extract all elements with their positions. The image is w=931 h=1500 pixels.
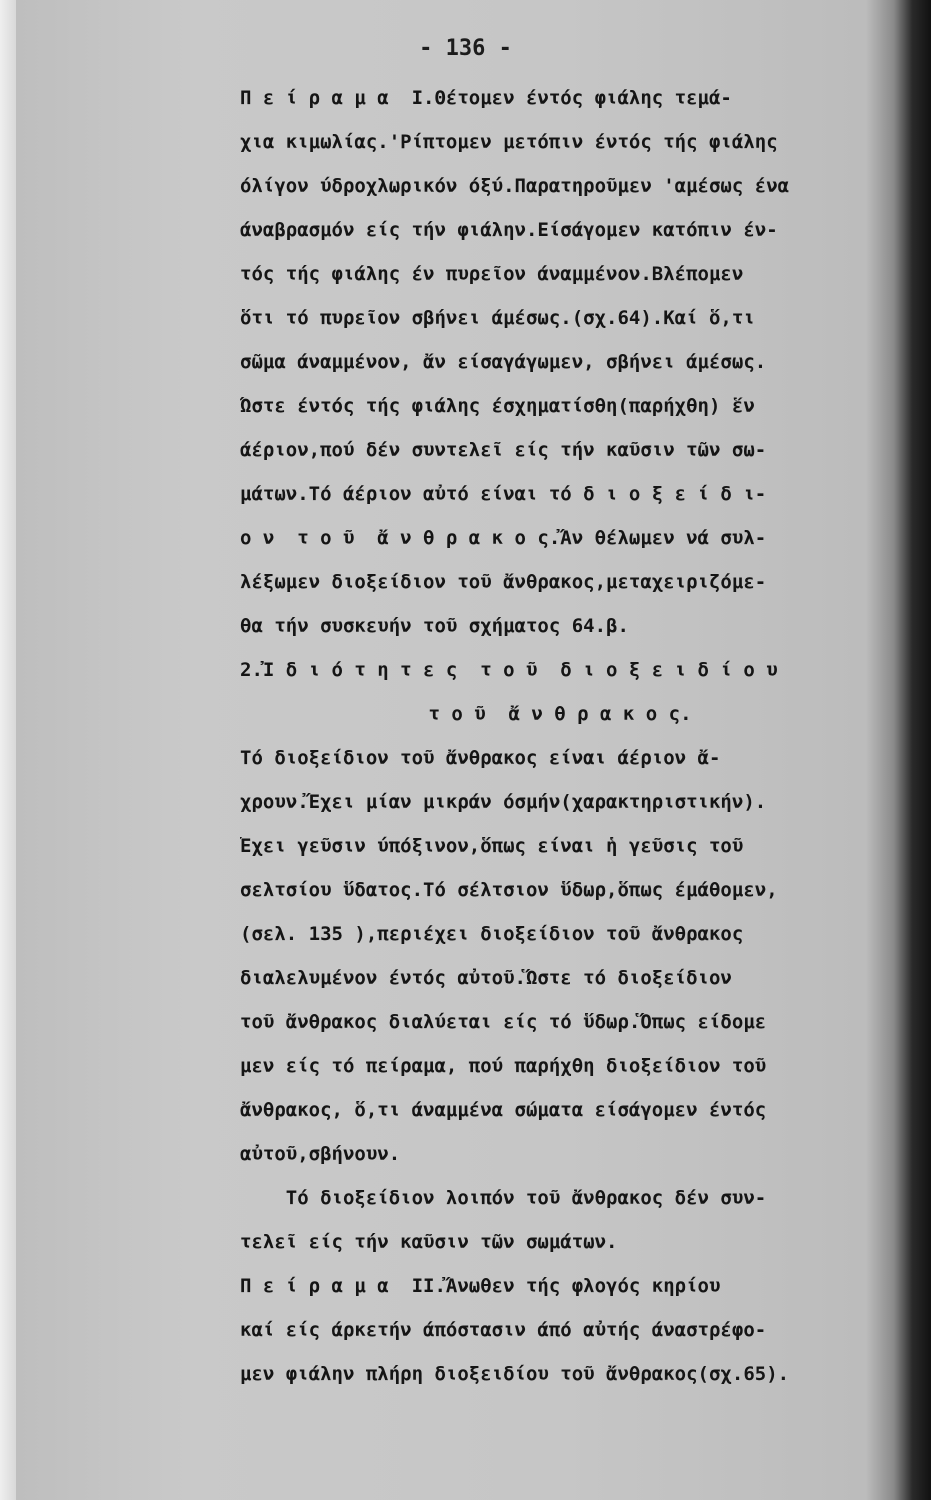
text-line: άέριον,πού δέν συντελεῖ είς τήν καῦσιν τῶν σω- (240, 439, 767, 461)
text-line: Ὥστε έντός τής φιάλης έσχηματίσθη(παρήχθη) ἕν (240, 395, 755, 417)
text-line: ἄνθρακος, ὅ,τι άναμμένα σώματα είσάγομεν έντός (240, 1099, 767, 1121)
text-line: όλίγον ύδροχλωρικόν όξύ.Παρατηροῦμεν 'αμέσως ένα (240, 175, 790, 197)
text-line: ο ν τ ο ῦ ἄ ν θ ρ α κ ο ς.Ἄν θέλωμεν νά συλ- (240, 527, 767, 549)
text-line: (σελ. 135 ),περιέχει διοξείδιον τοῦ ἄνθρακος (240, 923, 744, 945)
text-line: ὅτι τό πυρεῖον σβήνει άμέσως.(σχ.64).Καί ὅ,τι (240, 307, 755, 329)
text-line: θα τήν συσκευήν τοῦ σχήματος 64.β. (240, 615, 629, 637)
body-text (240, 76, 880, 1396)
text-line: Π ε ί ρ α μ α Ι.Θέτομεν έντός φιάλης τεμά- (240, 87, 732, 109)
section-heading: 2.Ἰ δ ι ό τ η τ ε ς τ ο ῦ δ ι ο ξ ε ι δ ί ο υ (240, 659, 778, 681)
text-line: Π ε ί ρ α μ α ΙΙ.Ἄνωθεν τής φλογός κηρίου (240, 1275, 721, 1297)
text-line: διαλελυμένον έντός αὐτοῦ.Ὥστε τό διοξείδιον (240, 967, 732, 989)
text-line: Τό διοξείδιον λοιπόν τοῦ ἄνθρακος δέν συν- (240, 1187, 767, 1209)
text-line: μεν είς τό πείραμα, πού παρήχθη διοξείδιον τοῦ (240, 1055, 767, 1077)
text-line: αὐτοῦ,σβήνουν. (240, 1143, 401, 1165)
text-line: χρουν.Ἔχει μίαν μικράν όσμήν(χαρακτηριστικήν). (240, 791, 767, 813)
text-line: χια κιμωλίας.'Ρίπτομεν μετόπιν έντός τής φιάλης (240, 131, 778, 153)
text-line: τός τής φιάλης έν πυρεῖον άναμμένον.Βλέπομεν (240, 263, 744, 285)
text-line: μάτων.Τό άέριον αὐτό είναι τό δ ι ο ξ ε ί δ ι- (240, 483, 767, 505)
text-line: σῶμα άναμμένον, ἄν είσαγάγωμεν, σβήνει άμέσως. (240, 351, 767, 373)
text-line: καί είς άρκετήν άπόστασιν άπό αὐτής άναστρέφο- (240, 1319, 767, 1341)
text-line: τελεῖ είς τήν καῦσιν τῶν σωμάτων. (240, 1231, 618, 1253)
text-line: μεν φιάλην πλήρη διοξειδίου τοῦ ἄνθρακος(σχ.65). (240, 1363, 790, 1385)
text-line: Ἔχει γεῦσιν ύπόξινον,ὅπως είναι ἡ γεῦσις τοῦ (240, 835, 744, 857)
section-heading-continued: τ ο ῦ ἄ ν θ ρ α κ ο ς. (428, 703, 692, 725)
text-line: λέξωμεν διοξείδιον τοῦ ἄνθρακος,μεταχειριζόμε- (240, 571, 767, 593)
text-line: σελτσίου ὕδατος.Τό σέλτσιον ὕδωρ,ὅπως έμάθομεν, (240, 879, 778, 901)
text-line: άναβρασμόν είς τήν φιάλην.Είσάγομεν κατόπιν έν- (240, 219, 778, 241)
page-binding-edge (0, 0, 16, 1500)
page-number: - 136 - (419, 36, 512, 61)
text-line: Τό διοξείδιον τοῦ ἄνθρακος είναι άέριον ἄ- (240, 747, 721, 769)
text-line: τοῦ ἄνθρακος διαλύεται είς τό ὕδωρ.Ὅπως είδομε (240, 1011, 767, 1033)
